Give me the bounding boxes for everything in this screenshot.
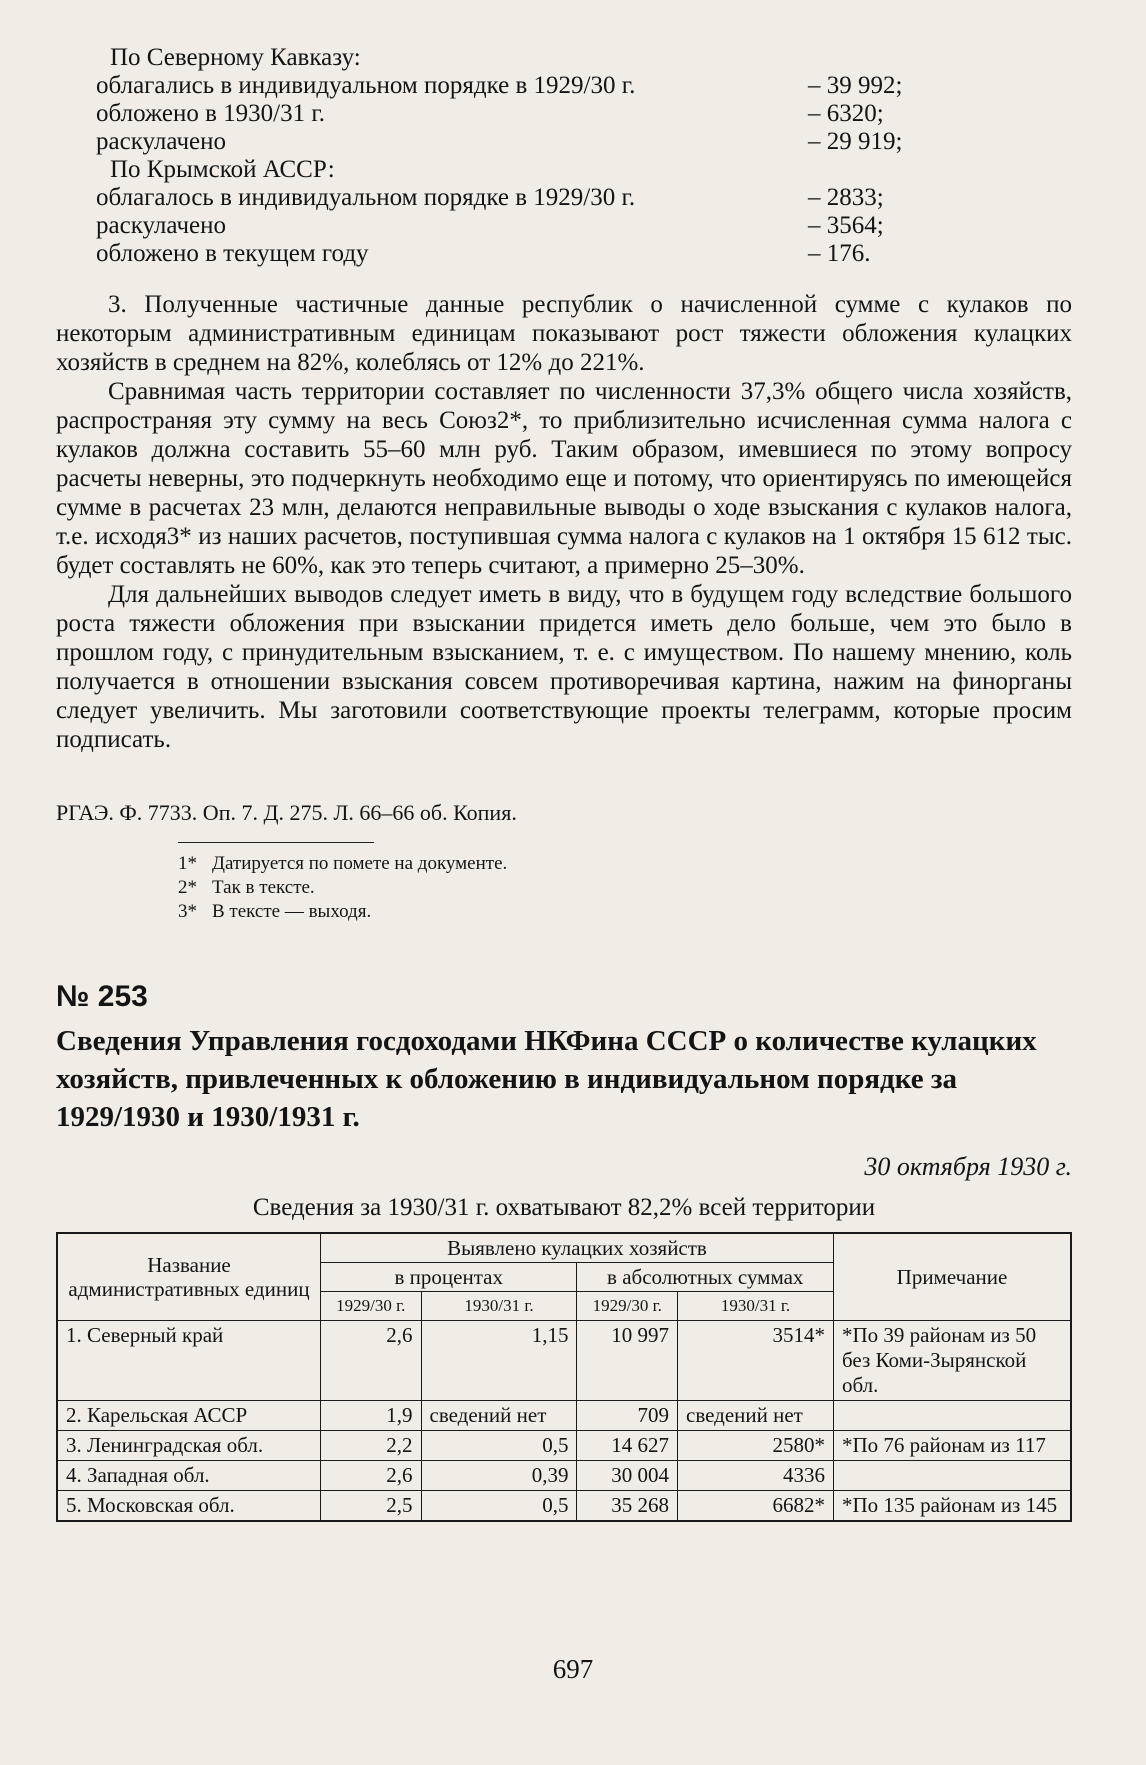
cell-absolute-1929: 35 268 [577,1491,678,1522]
document-date: 30 октября 1930 г. [864,1152,1072,1181]
summary-value: – 2833; [808,184,884,211]
cell-percent-1930: 0,5 [421,1491,577,1522]
region-heading-text: По Северному Кавказу: [110,44,361,71]
summary-line [96,240,926,268]
table-row [57,1321,1071,1401]
cell-note: *По 135 районам из 145 [834,1491,1072,1522]
cell-name: 2. Карельская АССР [57,1401,321,1431]
cell-note [834,1461,1072,1491]
paragraph: 3. Полученные частичные данные республик о начисленной сумме с кулаков по некоторым административным единицам показывают рост тяжести обложения кулацких хозяйств в среднем на 82%, колеблясь от 12% до 221%. [56,291,1072,376]
header-year: 1929/30 г. [321,1292,422,1321]
table-row [57,1401,1071,1431]
region-heading [96,156,926,184]
header-year: 1929/30 г. [577,1292,678,1321]
footnote [178,876,507,900]
summary-value: – 39 992; [808,72,903,99]
summary-label: облагались в индивидуальном порядке в 1929/30 г. [96,72,636,99]
cell-percent-1930: сведений нет [421,1401,577,1431]
summary-value: – 176. [808,240,871,267]
header-year: 1930/31 г. [421,1292,577,1321]
body-text [56,290,1072,754]
footnote-mark: 2* [178,877,197,898]
cell-absolute-1929: 10 997 [577,1321,678,1401]
summary-value: – 3564; [808,212,884,239]
table-row [57,1431,1071,1461]
document-title: Сведения Управления госдоходами НКФина СССР о количестве кулацких хозяйств, привлеченных к обложению в индивидуальном порядке за 1929/1930 и 1930/1931 г. [56,1025,1037,1133]
table-row [57,1491,1071,1522]
summary-label: обложено в 1930/31 г. [96,100,326,127]
cell-absolute-1930: 2580* [678,1431,834,1461]
cell-name: 1. Северный край [57,1321,321,1401]
paragraph: Для дальнейших выводов следует иметь в виду, что в будущем году вследствие большого роста тяжести обложения при взыскании придется иметь дело больше, чем это было в прошлом году, с принудительным взысканием, т. е. с имуществом. По нашему мнению, коль получается в отношении взыскания совсем противоречивая картина, нажим на финорганы следует увеличить. Мы заготовили соответствующие проекты телеграмм, которые просим подписать. [56,581,1072,753]
cell-name: 5. Московская обл. [57,1491,321,1522]
archive-source: РГАЭ. Ф. 7733. Оп. 7. Д. 275. Л. 66–66 об. Копия. [56,800,517,825]
footnotes [178,852,507,924]
cell-percent-1930: 0,39 [421,1461,577,1491]
cell-percent-1929: 2,5 [321,1491,422,1522]
footnote [178,900,507,924]
summary-line [96,100,926,128]
header-percent: в процентах [321,1263,577,1292]
header-detected: Выявлено кулацких хозяйств [321,1233,834,1263]
header-year: 1930/31 г. [678,1292,834,1321]
footnote-text: Датируется по помете на документе. [212,853,508,874]
cell-absolute-1929: 14 627 [577,1431,678,1461]
summary-block [96,44,926,268]
table-header-row [57,1233,1071,1263]
table-caption: Сведения за 1930/31 г. охватывают 82,2% всей территории [252,1194,876,1221]
data-table-wrapper [56,1232,1072,1522]
footnote-divider [178,842,374,843]
paragraph: Сравнимая часть территории составляет по численности 37,3% общего числа хозяйств, распространяя эту сумму на весь Союз2*, то приблизительно исчисленная сумма налога с кулаков должна составить 55–60 млн руб. Таким образом, имевшиеся по этому вопросу расчеты неверны, это подчеркнуть необходимо еще и потому, что ориентируясь по имеющейся сумме в расчетах 23 млн, делаются неправильные выводы о ходе взыскания с кулаков налога, т.е. исходя3* из наших расчетов, поступившая сумма налога с кулаков на 1 октября 15 612 тыс. будет составлять не 60%, как это теперь считают, а примерно 25–30%. [56,378,1072,579]
cell-name: 4. Западная обл. [57,1461,321,1491]
summary-line [96,212,926,240]
footnote-text: В тексте — выходя. [212,901,372,922]
summary-label: обложено в текущем году [96,240,369,267]
cell-percent-1930: 0,5 [421,1431,577,1461]
cell-percent-1929: 2,6 [321,1461,422,1491]
summary-value: – 6320; [808,100,884,127]
cell-percent-1930: 1,15 [421,1321,577,1401]
summary-value: – 29 919; [808,128,903,155]
header-note: Примечание [834,1233,1072,1321]
summary-label: раскулачено [96,128,227,155]
summary-label: раскулачено [96,212,227,239]
cell-name: 3. Ленинградская обл. [57,1431,321,1461]
cell-absolute-1930: 3514* [678,1321,834,1401]
footnote [178,852,507,876]
cell-percent-1929: 1,9 [321,1401,422,1431]
page-number: 697 [552,1654,594,1684]
summary-line [96,128,926,156]
footnote-mark: 3* [178,901,197,922]
cell-absolute-1929: 709 [577,1401,678,1431]
cell-note: *По 76 районам из 117 [834,1431,1072,1461]
cell-absolute-1930: 4336 [678,1461,834,1491]
kulak-households-table [56,1232,1072,1522]
header-name: Название административных единиц [57,1233,321,1321]
footnote-mark: 1* [178,853,197,874]
region-heading [96,44,926,72]
cell-absolute-1930: сведений нет [678,1401,834,1431]
summary-line [96,72,926,100]
cell-percent-1929: 2,2 [321,1431,422,1461]
summary-label: облагалось в индивидуальном порядке в 1929/30 г. [96,184,636,211]
footnote-text: Так в тексте. [212,877,315,898]
cell-percent-1929: 2,6 [321,1321,422,1401]
summary-line [96,184,926,212]
cell-absolute-1930: 6682* [678,1491,834,1522]
header-absolute: в абсолютных суммах [577,1263,834,1292]
document-number: № 253 [56,980,148,1013]
cell-absolute-1929: 30 004 [577,1461,678,1491]
region-heading-text: По Крымской АССР: [110,156,335,183]
cell-note [834,1401,1072,1431]
table-row [57,1461,1071,1491]
cell-note: *По 39 районам из 50 без Коми-Зырянской обл. [834,1321,1072,1401]
